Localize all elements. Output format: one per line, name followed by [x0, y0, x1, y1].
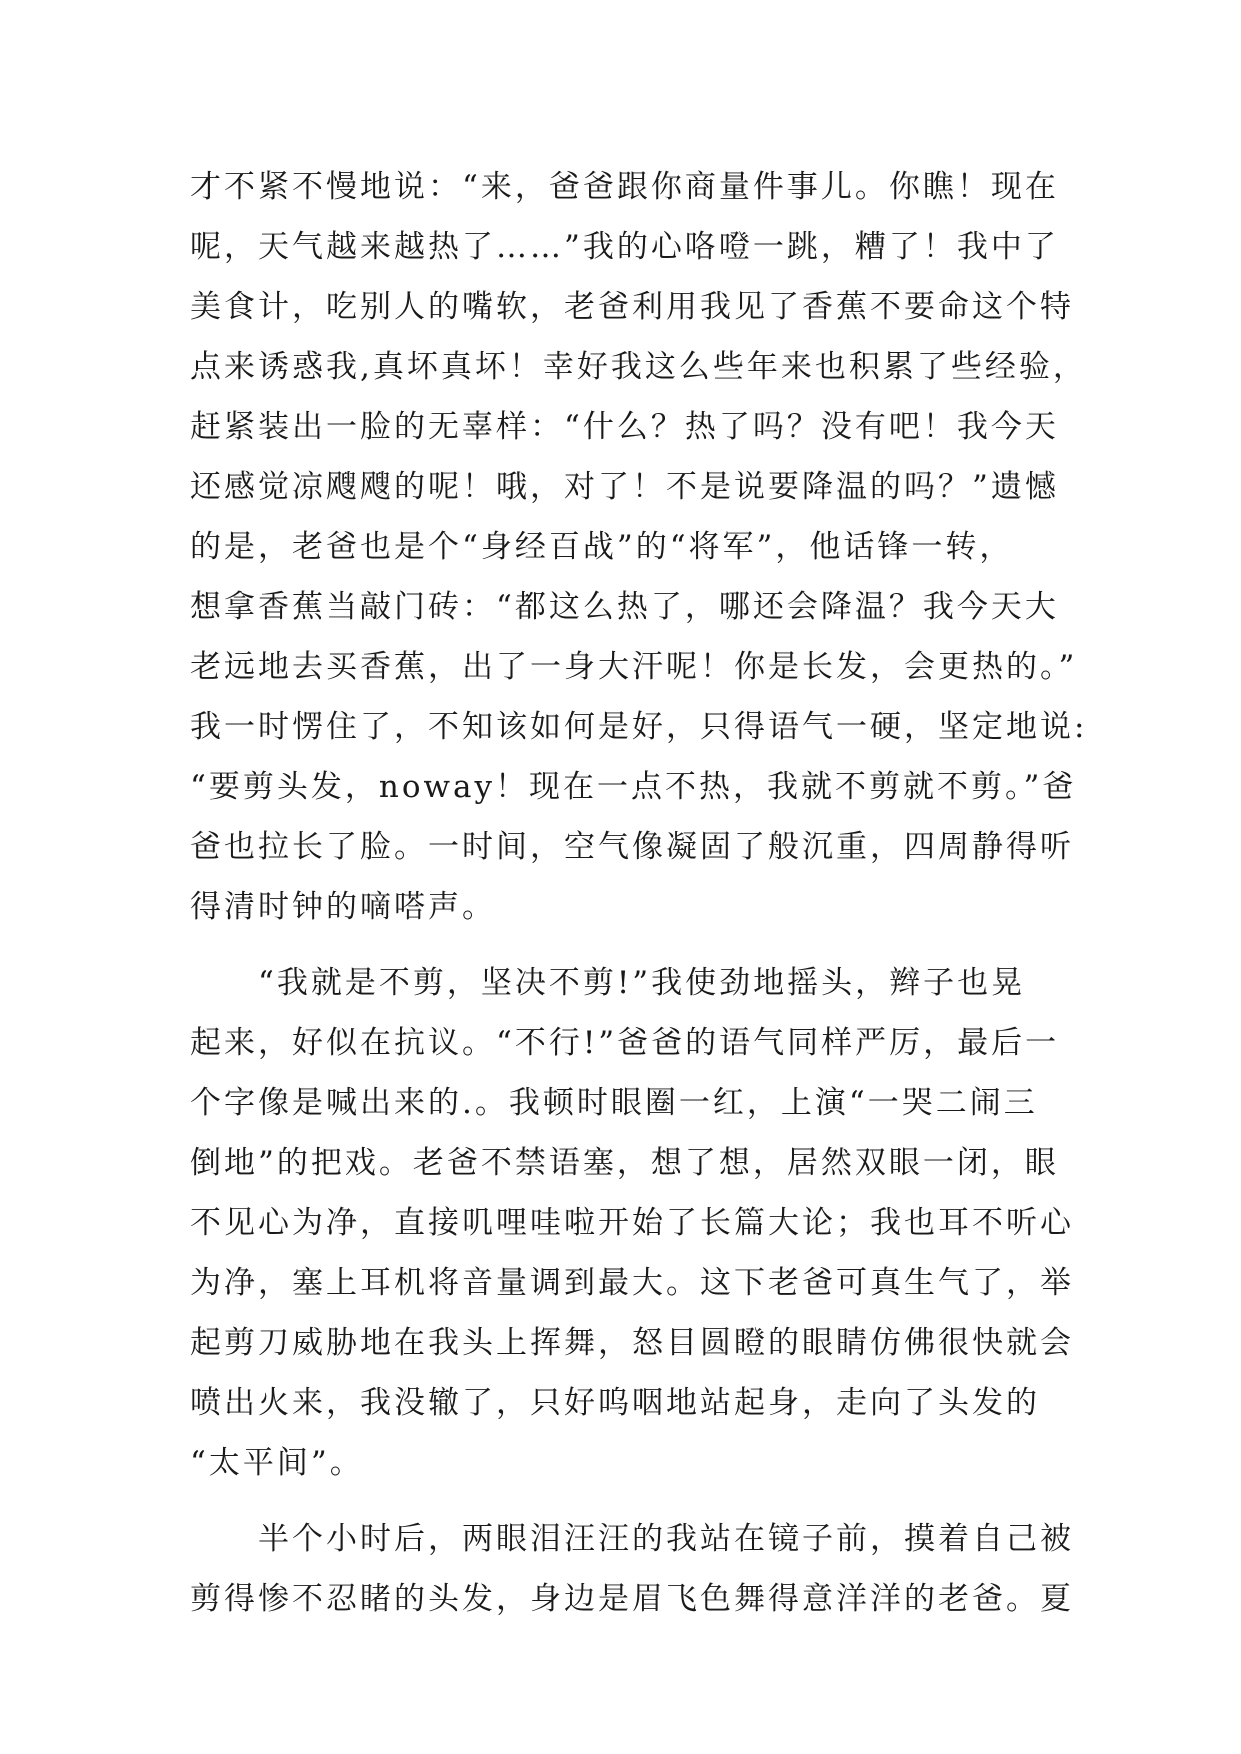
text-line: 呢，天气越来越热了……”我的心咯噔一跳，糟了！我中了	[190, 229, 1059, 265]
text-line: 还感觉凉飕飕的呢！哦，对了！不是说要降温的吗？”遗憾	[190, 469, 1059, 505]
text-line: 起剪刀威胁地在我头上挥舞，怒目圆瞪的眼睛仿佛很快就会	[190, 1325, 1074, 1361]
text-line: 的是，老爸也是个“身经百战”的“将军”，他话锋一转，	[190, 529, 1014, 565]
text-line: 半个小时后，两眼泪汪汪的我站在镜子前，摸着自己被	[190, 1521, 1074, 1557]
text-line: 剪得惨不忍睹的头发，身边是眉飞色舞得意洋洋的老爸。夏	[190, 1581, 1074, 1617]
text-line: 美食计，吃别人的嘴软，老爸利用我见了香蕉不要命这个特	[190, 289, 1074, 325]
paragraph-2	[190, 953, 1074, 1493]
text-line: 得清时钟的嘀嗒声。	[190, 889, 496, 925]
text-line: 我一时愣住了，不知该如何是好，只得语气一硬，坚定地说:	[190, 709, 1088, 745]
text-line: “要剪头发，noway！现在一点不热，我就不剪就不剪。”爸	[190, 769, 1077, 805]
text-line: 为净，塞上耳机将音量调到最大。这下老爸可真生气了，举	[190, 1265, 1074, 1301]
text-line: 赶紧装出一脸的无辜样：“什么？热了吗？没有吧！我今天	[190, 409, 1059, 445]
text-line: 爸也拉长了脸。一时间，空气像凝固了般沉重，四周静得听	[190, 829, 1074, 865]
text-line: 才不紧不慢地说：“来，爸爸跟你商量件事儿。你瞧！现在	[190, 169, 1059, 205]
paragraph-spacer	[190, 937, 1070, 953]
text-line: 起来，好似在抗议。“不行!”爸爸的语气同样严厉，最后一	[190, 1025, 1060, 1061]
text-line: 喷出火来，我没辙了，只好呜咽地站起身，走向了头发的	[190, 1385, 1040, 1421]
text-line: “太平间”。	[190, 1445, 364, 1481]
text-line: 想拿香蕉当敲门砖：“都这么热了，哪还会降温？我今天大	[190, 589, 1059, 625]
text-line: 个字像是喊出来的.。我顿时眼圈一红，上演“一哭二闹三	[190, 1085, 1038, 1121]
paragraph-spacer	[190, 1493, 1070, 1509]
text-line: 点来诱惑我,真坏真坏！幸好我这么些年来也积累了些经验，	[190, 349, 1087, 385]
text-line: 老远地去买香蕉，出了一身大汗呢！你是长发，会更热的。”	[190, 649, 1078, 685]
paragraph-1	[190, 157, 1088, 937]
text-line: 倒地”的把戏。老爸不禁语塞，想了想，居然双眼一闭，眼	[190, 1145, 1059, 1181]
text-line: “我就是不剪，坚决不剪!”我使劲地摇头，辫子也晃	[190, 965, 1026, 1001]
paragraph-3	[190, 1509, 1074, 1629]
text-line: 不见心为净，直接叽哩哇啦开始了长篇大论；我也耳不听心	[190, 1205, 1074, 1241]
document-body	[190, 157, 1088, 1629]
